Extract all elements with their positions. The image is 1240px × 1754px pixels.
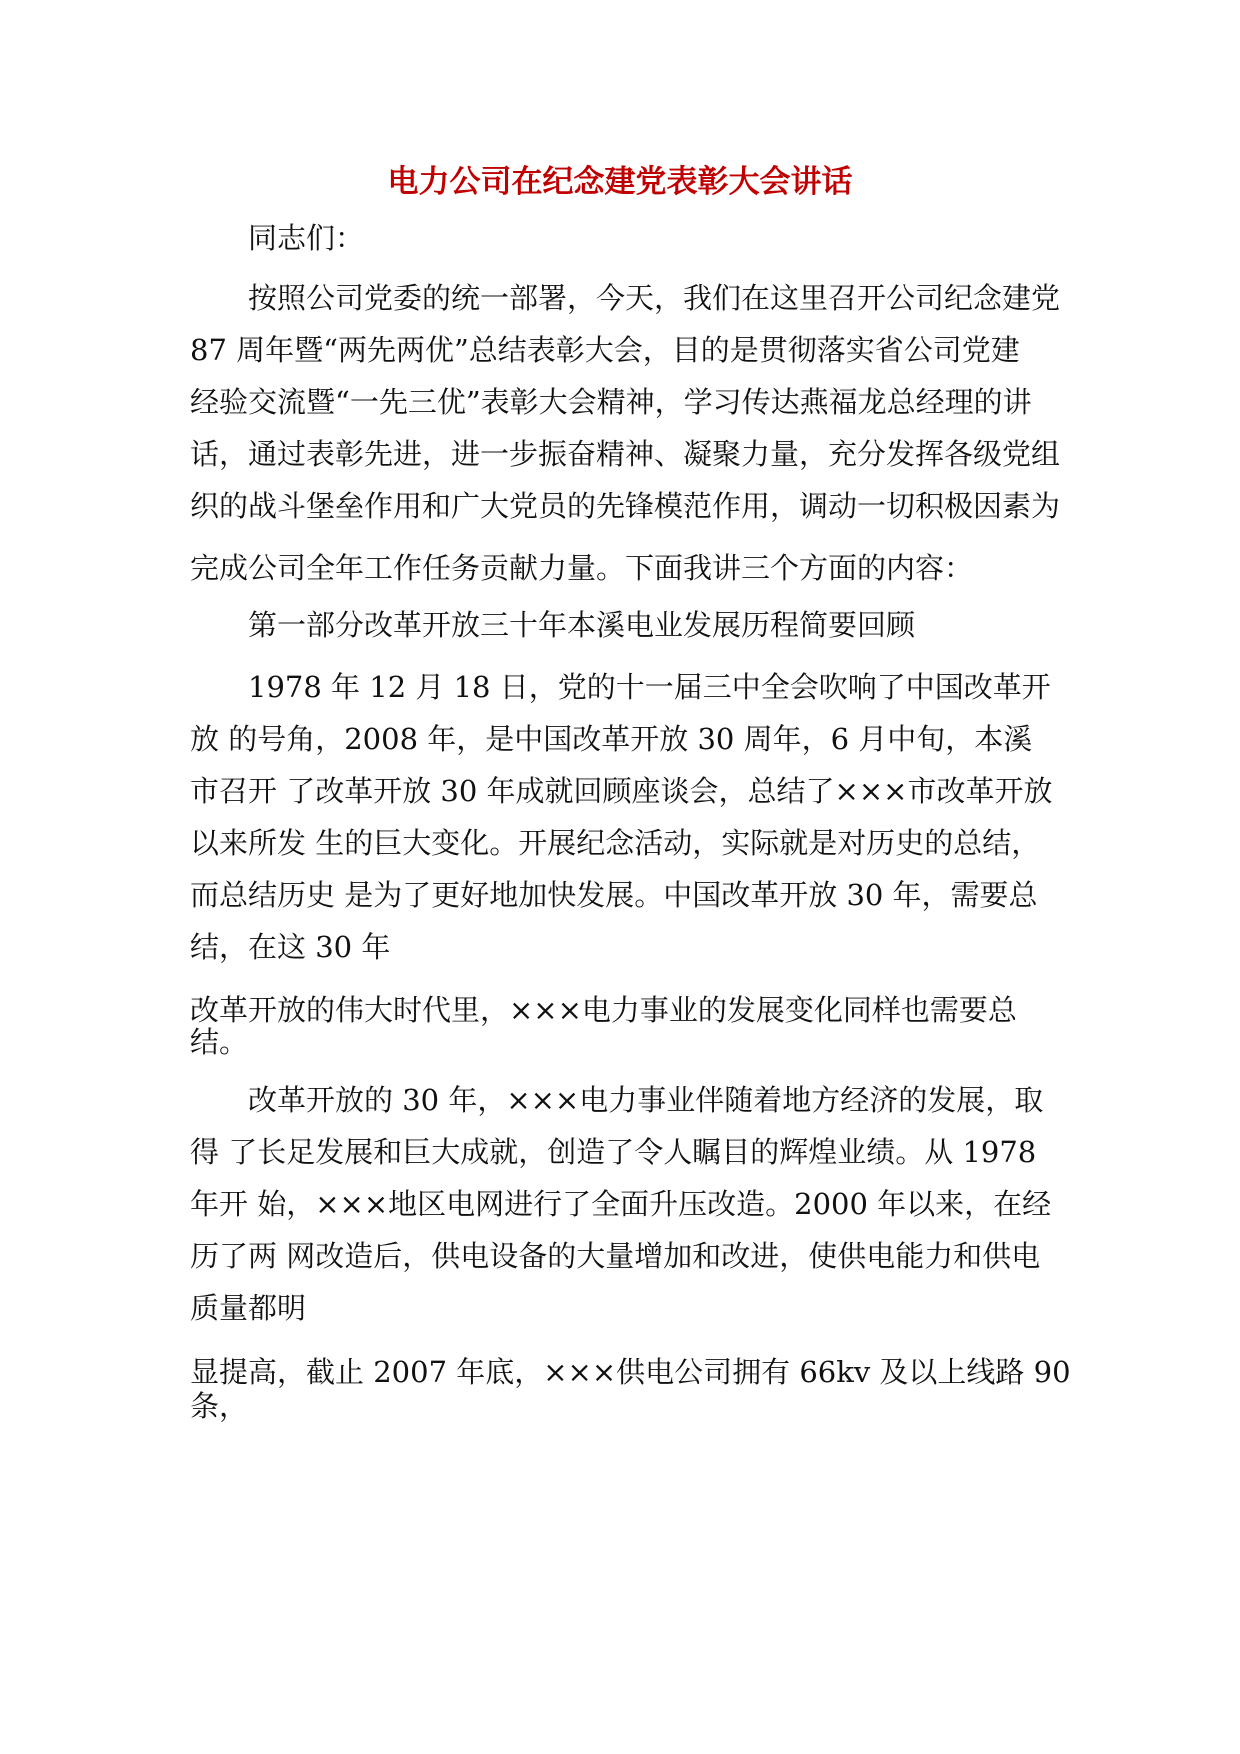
- paragraph-line: 质量都明: [190, 1291, 307, 1325]
- paragraph-line: 改革开放的 30 年，×××电力事业伴随着地方经济的发展，取: [248, 1083, 1044, 1117]
- section-heading: 第一部分改革开放三十年本溪电业发展历程简要回顾: [248, 608, 916, 642]
- salutation: 同志们：: [248, 221, 365, 255]
- paragraph-line: 织的战斗堡垒作用和广大党员的先锋模范作用，调动一切积极因素为: [190, 489, 1061, 523]
- paragraph-line: 显提高，截止 2007 年底，×××供电公司拥有 66kv 及以上线路 90: [190, 1355, 1071, 1389]
- paragraph-line: 结，在这 30 年: [190, 930, 391, 964]
- paragraph-line: 话，通过表彰先进，进一步振奋精神、凝聚力量，充分发挥各级党组: [190, 437, 1061, 471]
- paragraph-line: 经验交流暨“一先三优”表彰大会精神，学习传达燕福龙总经理的讲: [190, 385, 1032, 419]
- paragraph-line: 87 周年暨“两先两优”总结表彰大会，目的是贯彻落实省公司党建: [190, 333, 1020, 367]
- paragraph-line: 市召开 了改革开放 30 年成就回顾座谈会，总结了×××市改革开放: [190, 774, 1053, 808]
- paragraph-line: 1978 年 12 月 18 日，党的十一届三中全会吹响了中国改革开: [248, 670, 1051, 704]
- paragraph-line: 按照公司党委的统一部署，今天，我们在这里召开公司纪念建党: [248, 281, 1061, 315]
- document-title: 电力公司在纪念建党表彰大会讲话: [387, 164, 853, 200]
- paragraph-line: 历了两 网改造后，供电设备的大量增加和改进，使供电能力和供电: [190, 1239, 1041, 1273]
- paragraph-line: 放 的号角，2008 年，是中国改革开放 30 周年，6 月中旬，本溪: [190, 722, 1033, 756]
- paragraph-line: 完成公司全年工作任务贡献力量。下面我讲三个方面的内容：: [190, 551, 974, 585]
- paragraph-line: 年开 始，×××地区电网进行了全面升压改造。2000 年以来，在经: [190, 1187, 1052, 1221]
- paragraph-line: 结。: [190, 1025, 249, 1059]
- paragraph-line: 得 了长足发展和巨大成就，创造了令人瞩目的辉煌业绩。从 1978: [190, 1135, 1037, 1169]
- paragraph-line: 以来所发 生的巨大变化。开展纪念活动，实际就是对历史的总结，: [190, 826, 1041, 860]
- paragraph-line: 而总结历史 是为了更好地加快发展。中国改革开放 30 年，需要总: [190, 878, 1038, 912]
- paragraph-line: 条，: [190, 1389, 249, 1423]
- paragraph-line: 改革开放的伟大时代里，×××电力事业的发展变化同样也需要总: [190, 993, 1017, 1027]
